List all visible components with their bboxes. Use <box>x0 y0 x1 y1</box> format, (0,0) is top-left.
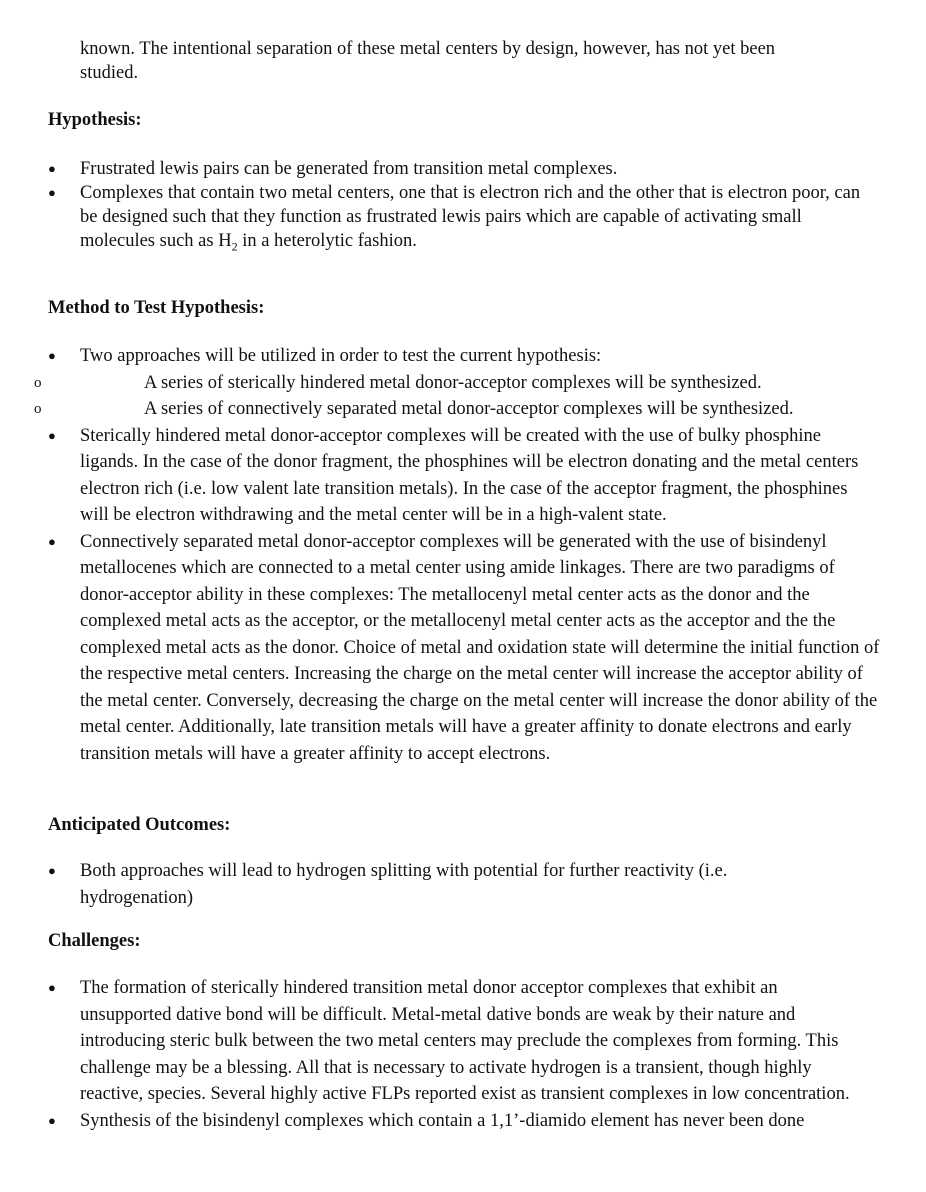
challenges-heading: Challenges: <box>48 931 141 951</box>
sub-list-item: o A series of connectively separated metal donor-acceptor complexes will be synthesized. <box>0 396 880 423</box>
hypothesis-list <box>80 157 880 259</box>
intro-paragraph <box>80 37 880 85</box>
list-item: ● Connectively separated metal donor-acceptor complexes will be generated with the use of bisindenyl metallocenes which are connected to a metal center using amide linkages. There are two paradigms of donor-acceptor ability in these complexes: The metallocenyl metal center acts as the donor and the complexed metal acts as the acceptor, or the metallocenyl metal center acts as the acceptor and the the complexed metal acts as the donor. Choice of metal and oxidation state will determine the initial function of the respective metal centers. Increasing the charge on the metal center will increase the acceptor ability of the metal center. Conversely, decreasing the charge on the metal center will increase the donor ability of the metal center. Additionally, late transition metals will have a greater affinity to donate electrons and early transition metals will have a greater affinity to accept electrons. <box>80 529 880 768</box>
list-item: ● Two approaches will be utilized in order to test the current hypothesis: o A series of sterically hindered metal donor-acceptor complexes will be synthesized. o A series of connectively separated metal donor-acceptor complexes will be synthesized. <box>80 343 880 423</box>
outcomes-list <box>80 858 840 911</box>
challenges-list <box>80 975 855 1134</box>
list-item: ● Sterically hindered metal donor-acceptor complexes will be created with the use of bulky phosphine ligands. In the case of the donor fragment, the phosphines will be electron donating and the metal centers electron rich (i.e. low valent late transition metals). In the case of the acceptor fragment, the phosphines will be electron withdrawing and the metal center will be in a high-valent state. <box>80 423 880 529</box>
method-list <box>80 343 880 767</box>
outcomes-heading: Anticipated Outcomes: <box>48 815 231 835</box>
list-item: ● Complexes that contain two metal centers, one that is electron rich and the other that is electron poor, can be designed such that they function as frustrated lewis pairs which are capable of activating small molecules such as $H_2$ in a heterolytic fashion. <box>80 181 880 259</box>
method-sublist <box>0 370 880 423</box>
list-item: ● Both approaches will lead to hydrogen splitting with potential for further reactivity (i.e. hydrogenation) <box>80 858 840 911</box>
method-heading: Method to Test Hypothesis: <box>48 298 265 318</box>
intro-line-1: known. The intentional separation of these metal centers by design, however, has not yet been <box>80 39 776 59</box>
intro-line-2: studied. <box>80 63 139 83</box>
list-item: ● Frustrated lewis pairs can be generated from transition metal complexes. <box>80 157 880 181</box>
hypothesis-heading: Hypothesis: <box>48 110 142 130</box>
list-item: ● The formation of sterically hindered transition metal donor acceptor complexes that exhibit an unsupported dative bond will be difficult. Metal-metal dative bonds are weak by their nature and introducing steric bulk between the two metal centers may preclude the complexes from forming. This challenge may be a blessing. All that is necessary to activate hydrogen is a transient, though highly reactive, species. Several highly active FLPs reported exist as transient complexes in low concentration. <box>80 975 855 1108</box>
sub-list-item: o A series of sterically hindered metal donor-acceptor complexes will be synthesized. <box>0 370 880 397</box>
list-item: ● Synthesis of the bisindenyl complexes which contain a 1,1’-diamido element has never been done <box>80 1108 855 1135</box>
